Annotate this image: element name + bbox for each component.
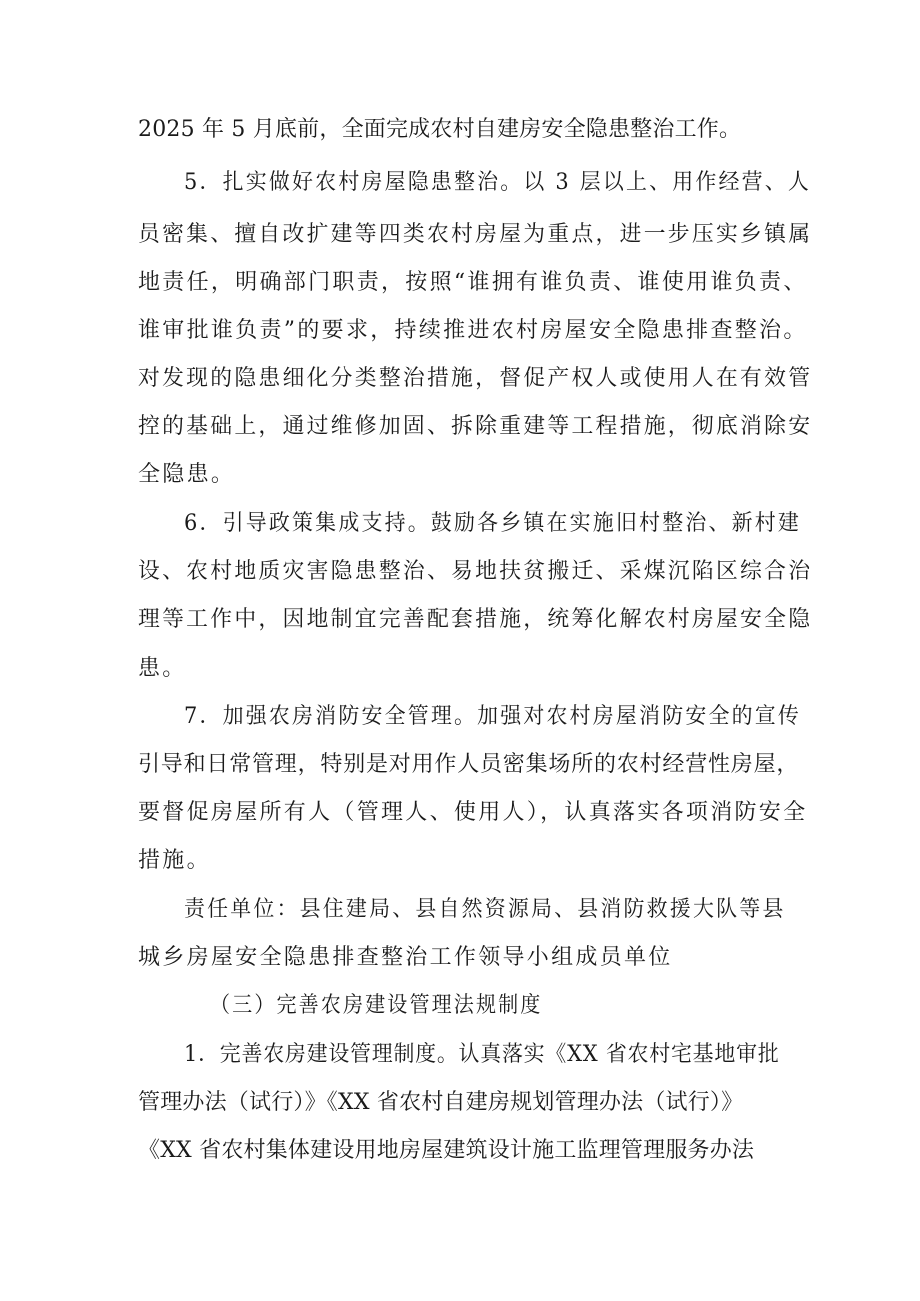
item-7-heading-line: 7．加强农房消防安全管理。加强对农村房屋消防安全的宣传 bbox=[184, 704, 802, 729]
paragraph-line: 全隐患。 bbox=[138, 462, 236, 487]
paragraph-line: 管理办法（试行）》《XX 省农村自建房规划管理办法（试行）》 bbox=[138, 1090, 744, 1115]
paragraph-line: 患。 bbox=[138, 656, 187, 681]
paragraph-line: 理等工作中，因地制宜完善配套措施，统筹化解农村房屋安全隐 bbox=[138, 607, 813, 632]
paragraph-line: 地责任，明确部门职责，按照“谁拥有谁负责、谁使用谁负责、 bbox=[138, 270, 808, 295]
paragraph-line: 《XX 省农村集体建设用地房屋建筑设计施工监理管理服务办法 bbox=[138, 1138, 755, 1163]
item-5-heading-line: 5．扎实做好农村房屋隐患整治。以 3 层以上、用作经营、人 bbox=[184, 170, 812, 195]
paragraph-line: 要督促房屋所有人（管理人、使用人），认真落实各项消防安全 bbox=[138, 800, 808, 825]
paragraph-line: 措施。 bbox=[138, 848, 211, 873]
item-6-heading-line: 6．引导政策集成支持。鼓励各乡镇在实施旧村整治、新村建 bbox=[184, 511, 802, 536]
paragraph-line: 控的基础上，通过维修加固、拆除重建等工程措施，彻底消除安 bbox=[138, 414, 813, 439]
paragraph-line: 2025 年 5 月底前，全面完成农村自建房安全隐患整治工作。 bbox=[138, 117, 742, 142]
item-1-heading-line: 1．完善农房建设管理制度。认真落实《XX 省农村宅基地审批 bbox=[184, 1042, 780, 1067]
paragraph-line: 谁审批谁负责”的要求，持续推进农村房屋安全隐患排查整治。 bbox=[138, 318, 808, 343]
responsible-units-line: 责任单位：县住建局、县自然资源局、县消防救援大队等县 bbox=[184, 897, 786, 922]
paragraph-line: 对发现的隐患细化分类整治措施，督促产权人或使用人在有效管 bbox=[138, 366, 813, 391]
paragraph-line: 引导和日常管理，特别是对用作人员密集场所的农村经营性房屋， bbox=[138, 752, 800, 777]
paragraph-line: 城乡房屋安全隐患排查整治工作领导小组成员单位 bbox=[138, 945, 673, 970]
paragraph-line: 员密集、擅自改扩建等四类农村房屋为重点，进一步压实乡镇属 bbox=[138, 222, 813, 247]
paragraph-line: 设、农村地质灾害隐患整治、易地扶贫搬迁、采煤沉陷区综合治 bbox=[138, 559, 813, 584]
section-heading: （三）完善农房建设管理法规制度 bbox=[210, 993, 543, 1018]
